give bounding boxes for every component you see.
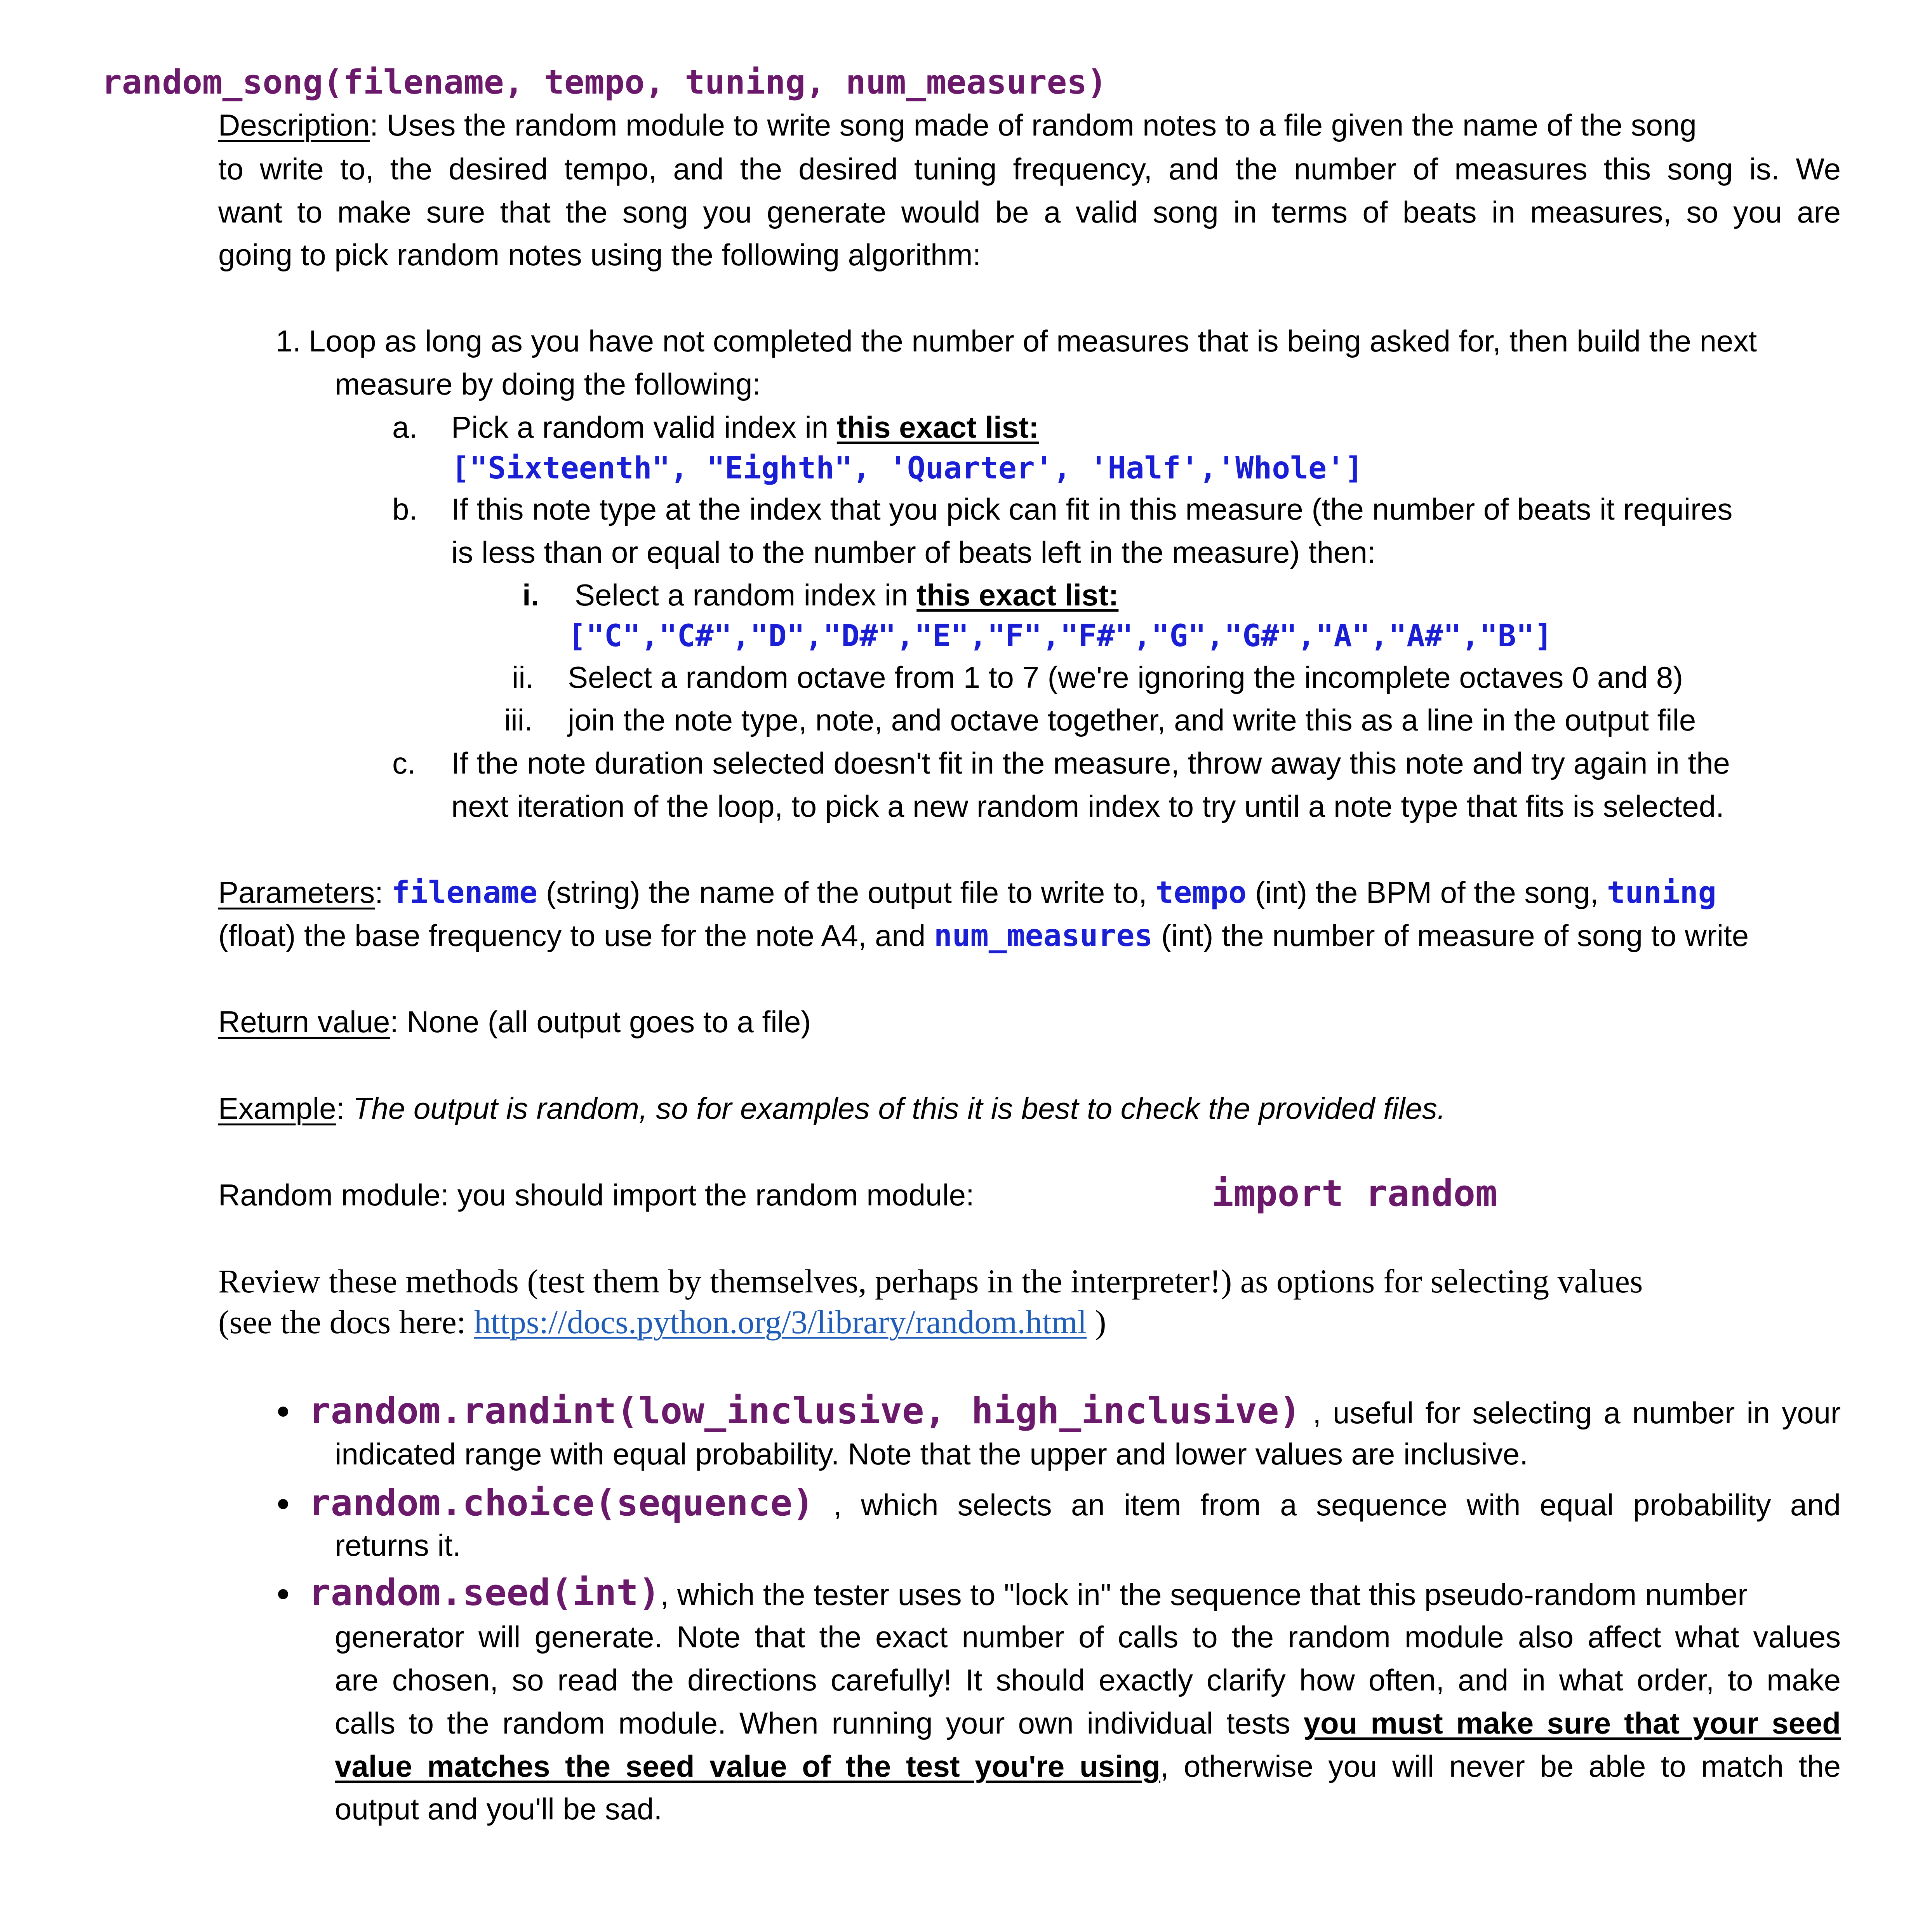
example-sep: : xyxy=(336,1091,353,1125)
step-i-text xyxy=(575,574,1118,616)
method-seed-line-2 xyxy=(335,1616,1841,1659)
bullet-1 xyxy=(278,1407,288,1417)
example-text: The output is random, so for examples of this it is best to check the provided files. xyxy=(353,1091,1446,1125)
step-i-label: Select a random index in xyxy=(575,578,917,612)
step-iii-text: join the note type, note, and octave together, and write this as a line in the output file xyxy=(568,703,1696,737)
method-choice-line-2: returns it. xyxy=(335,1528,461,1562)
description-line-1 xyxy=(218,104,1697,146)
parameters-colon: : xyxy=(375,875,392,909)
method-seed-text-2: generator will generate. Note that the exact number of calls to the random module also affect what values xyxy=(335,1620,1841,1654)
param-tuning: tuning xyxy=(1607,875,1716,910)
step-b-line-2: is less than or equal to the number of beats left in the measure) then: xyxy=(451,535,1376,569)
description-text-3: want to make sure that the song you generate would be a valid song in terms of beats in measures, so you are xyxy=(218,195,1841,229)
return-value-text: : None (all output goes to a file) xyxy=(390,1005,811,1039)
step-1-line-1: Loop as long as you have not completed the number of measures that is being asked for, then build the next xyxy=(309,324,1757,358)
python-docs-link[interactable]: https://docs.python.org/3/library/random.html xyxy=(474,1303,1087,1341)
note-name-list: ["C","C#","D","D#","E","F","F#","G","G#","A","A#","B"] xyxy=(568,619,1553,654)
function-signature: random_song(filename, tempo, tuning, num_measures) xyxy=(102,63,1107,102)
param-tuning-desc: (float) the base frequency to use for the note A4, and xyxy=(218,918,934,953)
method-choice-line-1 xyxy=(309,1482,1841,1527)
description-line-3 xyxy=(218,191,1841,234)
parameters-label: Parameters xyxy=(218,875,375,909)
step-ii-marker: ii. xyxy=(512,660,534,694)
description-line-4: going to pick random notes using the following algorithm: xyxy=(218,238,981,272)
step-i-marker: i. xyxy=(522,578,539,612)
method-randint-code: random.randint(low_inclusive, high_inclusive) xyxy=(309,1390,1301,1432)
method-seed-line-3 xyxy=(335,1659,1841,1702)
bullet-2 xyxy=(278,1499,288,1509)
method-seed-line-5 xyxy=(335,1745,1841,1788)
review-line-2-start: (see the docs here: xyxy=(218,1303,475,1341)
param-tempo-desc: (int) the BPM of the song, xyxy=(1247,875,1607,909)
method-seed-text-5: , otherwise you will never be able to match the xyxy=(1160,1749,1841,1783)
return-value-label: Return value xyxy=(218,1005,390,1039)
parameters-line-2 xyxy=(218,915,1749,957)
seed-warning-part-1: you must make sure that your seed xyxy=(1303,1706,1841,1740)
description-line-2 xyxy=(218,148,1841,191)
return-value-line xyxy=(218,1001,811,1043)
step-a-emphasis: this exact list: xyxy=(836,410,1039,444)
review-line-2 xyxy=(218,1301,1106,1343)
review-line-2-end: ) xyxy=(1087,1303,1106,1341)
step-a-text xyxy=(451,406,1039,448)
method-seed-desc: , which the tester uses to "lock in" the sequence that this pseudo-random number xyxy=(660,1577,1748,1612)
step-1-marker: 1. xyxy=(276,324,301,358)
review-line-1: Review these methods (test them by themselves, perhaps in the interpreter!) as options for selecting values xyxy=(218,1262,1643,1300)
step-a-label: Pick a random valid index in xyxy=(451,410,837,444)
step-b-marker: b. xyxy=(392,492,418,526)
method-seed-line-6: output and you'll be sad. xyxy=(335,1792,663,1826)
step-c-marker: c. xyxy=(392,746,416,780)
step-ii-text: Select a random octave from 1 to 7 (we're ignoring the incomplete octaves 0 and 8) xyxy=(568,660,1683,694)
parameters-line-1 xyxy=(218,871,1716,914)
step-1-line-2: measure by doing the following: xyxy=(335,367,761,401)
param-num-measures-desc: (int) the number of measure of song to write xyxy=(1153,918,1749,953)
random-module-text: Random module: you should import the random module: xyxy=(218,1178,974,1212)
method-randint-line-2: indicated range with equal probability. Note that the upper and lower values are inclusive. xyxy=(335,1437,1528,1471)
method-seed-code: random.seed(int) xyxy=(309,1572,661,1614)
example-label: Example xyxy=(218,1091,336,1125)
method-randint-line-1 xyxy=(309,1389,1841,1435)
import-random-code: import random xyxy=(1212,1172,1497,1215)
param-filename-desc: (string) the name of the output file to write to, xyxy=(537,875,1156,909)
method-seed-line-1 xyxy=(309,1572,1748,1616)
param-filename: filename xyxy=(391,875,538,910)
method-seed-text-4: calls to the random module. When running your own individual tests xyxy=(335,1706,1304,1740)
description-label: Description xyxy=(218,108,370,142)
step-c-line-1: If the note duration selected doesn't fit in the measure, throw away this note and try again in the xyxy=(451,746,1730,780)
param-num-measures: num_measures xyxy=(934,918,1153,953)
step-i-emphasis: this exact list: xyxy=(916,578,1119,612)
method-seed-text-3: are chosen, so read the directions carefully! It should exactly clarify how often, and in what order, to make xyxy=(335,1663,1841,1697)
description-text-1: : Uses the random module to write song made of random notes to a file given the name of the song xyxy=(370,108,1697,142)
method-randint-desc: , useful for selecting a number in your xyxy=(1301,1396,1841,1430)
note-type-list: ["Sixteenth", "Eighth", 'Quarter', 'Half','Whole'] xyxy=(451,451,1363,486)
method-choice-code: random.choice(sequence) xyxy=(309,1482,814,1524)
description-text-2: to write to, the desired tempo, and the desired tuning frequency, and the number of measures this song is. We xyxy=(218,152,1841,186)
param-tempo: tempo xyxy=(1155,875,1247,910)
step-a-marker: a. xyxy=(392,410,418,444)
step-iii-marker: iii. xyxy=(504,703,533,737)
method-choice-desc: , which selects an item from a sequence with equal probability and xyxy=(814,1488,1841,1522)
bullet-3 xyxy=(278,1589,288,1599)
seed-warning-part-2: value matches the seed value of the test you're using xyxy=(335,1749,1160,1783)
example-line xyxy=(218,1087,1446,1129)
step-b-line-1: If this note type at the index that you pick can fit in this measure (the number of beats it requires xyxy=(451,492,1733,526)
step-c-line-2: next iteration of the loop, to pick a new random index to try until a note type that fits is selected. xyxy=(451,789,1724,823)
method-seed-line-4 xyxy=(335,1702,1841,1745)
